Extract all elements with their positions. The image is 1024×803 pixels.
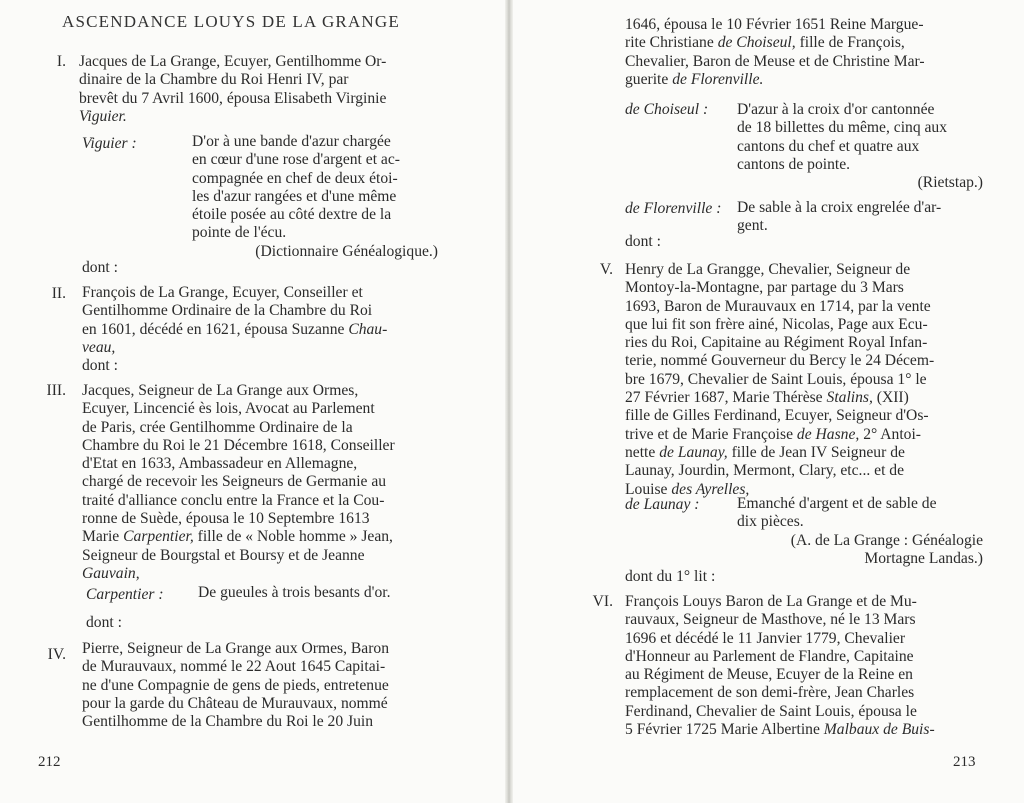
entry-6-line-8 (625, 721, 985, 739)
entry-numeral-5: V. (599, 261, 613, 278)
entry-4-cont-line-4 (625, 71, 983, 89)
blazon-source: (Dictionnaire Généalogique.) (255, 242, 438, 260)
entry-4-cont-text: guerite (625, 70, 669, 88)
entry-2-line: Gentilhomme Ordinaire de la Chambre du Roi (82, 302, 373, 320)
entry-5-line: terie, nommé Gouverneur du Bercy le 24 Décem- (625, 352, 935, 370)
blazon-term-viguier: Viguier : (82, 135, 137, 152)
entry-3-line: de Paris, crée Gentilhomme Ordinaire de la (82, 418, 353, 436)
entry-6-text: 5 Février 1725 Marie Albertine (625, 721, 820, 739)
entry-4-cont-text: fille de François, (799, 34, 905, 52)
blazon-line: les d'azur rangées et d'une même (192, 187, 397, 205)
blazon-desc-viguier (192, 133, 438, 261)
blazon-line: étoile posée au côté dextre de la (192, 206, 392, 224)
entry-5-text: nette (625, 443, 656, 461)
entry-4-cont-text: rite Christiane (625, 34, 714, 52)
dont-label: dont du 1° lit : (625, 568, 716, 585)
entry-5-surname: Stalins, (826, 389, 873, 407)
entry-4-cont-line: 1646, épousa le 10 Février 1651 Reine Margue- (625, 16, 924, 33)
entry-4-line: Gentilhomme de la Chambre du Roi le 20 Juin (82, 713, 374, 731)
dont-label: dont : (86, 614, 122, 631)
blazon-desc-choiseul (737, 101, 983, 192)
blazon-desc-carpentier: De gueules à trois besants d'or. (198, 584, 391, 601)
entry-5-line-11 (625, 444, 985, 462)
entry-numeral-6: VI. (592, 593, 613, 610)
blazon-line: gent. (737, 217, 768, 235)
blazon-term-florenville: de Florenville : (625, 200, 722, 217)
entry-3-line: chargé de recevoir les Seigneurs de Germanie au (82, 473, 387, 491)
entry-5-line-10 (625, 426, 985, 444)
entry-6-line: François Louys Baron de La Grange et de Mu- (625, 593, 917, 610)
blazon-source: Mortagne Landas.) (864, 549, 983, 567)
entry-4-cont-line: Chevalier, Baron de Meuse et de Christine Mar- (625, 52, 925, 70)
entry-numeral-4: IV. (47, 646, 66, 663)
entry-3-line: Chambre du Roi le 21 Décembre 1618, Conseiller (82, 436, 395, 454)
entry-5-text: 2° Antoi- (863, 425, 921, 443)
blazon-line: Emanché d'argent et de sable de (737, 495, 937, 512)
entry-6-line: 1696 et décédé le 11 Janvier 1779, Chevalier (625, 629, 906, 647)
entry-numeral-2: II. (51, 285, 66, 302)
entry-6-line: d'Honneur au Parlement de Flandre, Capitaine (625, 647, 914, 665)
entry-4-line: pour la garde du Château de Murauvaux, nommé (82, 694, 388, 712)
entry-3-text: fille de « Noble homme » Jean, (197, 528, 393, 546)
blazon-term-launay: de Launay : (625, 496, 700, 513)
entry-4-line: de Murauvaux, nommé le 22 Aout 1645 Capitai- (82, 658, 386, 676)
page-number-right: 213 (953, 754, 976, 770)
entry-3-surname: Carpentier, (123, 528, 194, 546)
entry-3-line: traité d'alliance conclu entre la France et la Cou- (82, 491, 385, 509)
blazon-term-choiseul: de Choiseul : (625, 101, 709, 118)
entry-5-text: (XII) (876, 389, 909, 407)
entry-3 (82, 382, 442, 583)
entry-numeral-3: III. (46, 382, 66, 399)
blazon-desc-florenville (737, 199, 941, 236)
entry-5 (625, 261, 985, 499)
entry-3-text: Marie (82, 528, 120, 546)
entry-5-line: fille de Gilles Ferdinand, Ecuyer, Seigneur d'Os- (625, 407, 929, 425)
entry-5-line: Montoy-la-Montagne, par partage du 3 Mars (625, 279, 904, 297)
blazon-source: (Rietstap.) (917, 174, 983, 192)
entry-4-cont-surname: de Choiseul, (717, 34, 796, 52)
page-title: ASCENDANCE LOUYS DE LA GRANGE (62, 12, 400, 31)
entry-1-line: Jacques de La Grange, Ecuyer, Gentilhomme Or- (79, 53, 387, 70)
entry-5-text: 27 Février 1687, Marie Thérèse (625, 389, 823, 407)
entry-5-text: Louise (625, 480, 668, 498)
blazon-line: D'azur à la croix d'or cantonnée (737, 101, 935, 118)
blazon-line: pointe de l'écu. (192, 224, 287, 242)
entry-5-text: trive et de Marie Françoise (625, 425, 793, 443)
blazon-line: dix pièces. (737, 513, 804, 531)
entry-5-line-8 (625, 389, 985, 407)
blazon-line: compagnée en chef de deux étoi- (192, 169, 398, 187)
entry-3-surname-2: Gauvain, (82, 564, 140, 582)
blazon-line: en cœur d'une rose d'argent et ac- (192, 151, 400, 169)
book-gutter (505, 0, 513, 803)
blazon-line: cantons du chef et quatre aux (737, 137, 920, 155)
entry-5-surname: des Ayrelles, (671, 480, 750, 498)
entry-4 (82, 640, 444, 731)
entry-6 (625, 593, 985, 739)
entry-1 (79, 53, 441, 126)
blazon-source: (A. de La Grange : Généalogie (790, 531, 983, 549)
entry-5-text: fille de Jean IV Seigneur de (731, 443, 905, 461)
entry-2-line-3 (82, 321, 442, 339)
blazon-line: De sable à la croix engrelée d'ar- (737, 199, 942, 216)
dont-label: dont : (82, 357, 118, 374)
dont-label: dont : (625, 233, 661, 250)
entry-5-line: 1693, Baron de Murauvaux en 1714, par la vente (625, 297, 931, 315)
entry-2 (82, 284, 442, 357)
entry-1-surname: Viguier. (79, 107, 127, 125)
blazon-line: cantons de pointe. (737, 155, 851, 173)
blazon-line: de 18 billettes du même, cinq aux (737, 119, 948, 137)
entry-3-line: d'Etat en 1633, Ambassadeur en Allemagne, (82, 455, 358, 473)
entry-4-line: Pierre, Seigneur de La Grange aux Ormes, Baron (82, 640, 390, 657)
entry-6-line: au Régiment de Meuse, Ecuyer de la Reine en (625, 666, 913, 684)
entry-5-line: ries du Roi, Capitaine au Régiment Royal Infan- (625, 334, 928, 352)
blazon-desc-launay (737, 495, 983, 568)
entry-6-line: remplacement de son demi-frère, Jean Charles (625, 684, 915, 702)
left-page (0, 0, 505, 803)
entry-numeral-1: I. (56, 53, 66, 70)
entry-5-line: bre 1679, Chevalier de Saint Louis, épousa 1° le (625, 370, 927, 388)
entry-5-surname: de Hasne, (796, 425, 860, 443)
entry-6-surname: Malbaux de Buis- (823, 721, 935, 739)
entry-6-line: Ferdinand, Chevalier de Saint Louis, épousa le (625, 702, 917, 720)
entry-4-line: ne d'une Compagnie de gens de pieds, entretenue (82, 676, 389, 694)
entry-4-cont-line-2 (625, 34, 983, 52)
entry-4-cont-surname: de Florenville. (672, 70, 764, 88)
entry-3-line: ronne de Suède, épousa le 10 Septembre 1613 (82, 510, 370, 528)
entry-5-line: que lui fit son frère ainé, Nicolas, Page aux Ecu- (625, 315, 928, 333)
right-page (513, 0, 1024, 803)
entry-3-line-9 (82, 528, 442, 546)
entry-5-surname: de Launay, (659, 443, 728, 461)
entry-4-continued (625, 16, 983, 89)
dont-label: dont : (82, 259, 118, 276)
entry-1-line: dinaire de la Chambre du Roi Henri IV, par (79, 71, 349, 89)
entry-5-line: Henry de La Grangge, Chevalier, Seigneur de (625, 261, 911, 278)
entry-1-line: brevêt du 7 Avril 1600, épousa Elisabeth Virginie (79, 89, 387, 107)
entry-2-line: François de La Grange, Ecuyer, Conseiller et (82, 284, 363, 301)
blazon-term-carpentier: Carpentier : (86, 586, 164, 603)
entry-3-line: Seigneur de Bourgstal et Boursy et de Jeanne (82, 546, 365, 564)
blazon-line: D'or à une bande d'azur chargée (192, 133, 391, 150)
entry-2-text: en 1601, décédé en 1621, épousa Suzanne (82, 320, 345, 338)
entry-5-line: Launay, Jourdin, Mermont, Clary, etc... et de (625, 462, 905, 480)
entry-3-line: Ecuyer, Lincencié ès lois, Avocat au Parlement (82, 400, 375, 418)
entry-2-surname-b: veau, (82, 338, 116, 356)
entry-6-line: rauvaux, Seigneur de Masthove, né le 13 Mars (625, 611, 916, 629)
page-number-left: 212 (38, 754, 61, 770)
entry-3-line: Jacques, Seigneur de La Grange aux Ormes, (82, 382, 359, 399)
entry-2-surname-a: Chau- (348, 320, 388, 338)
